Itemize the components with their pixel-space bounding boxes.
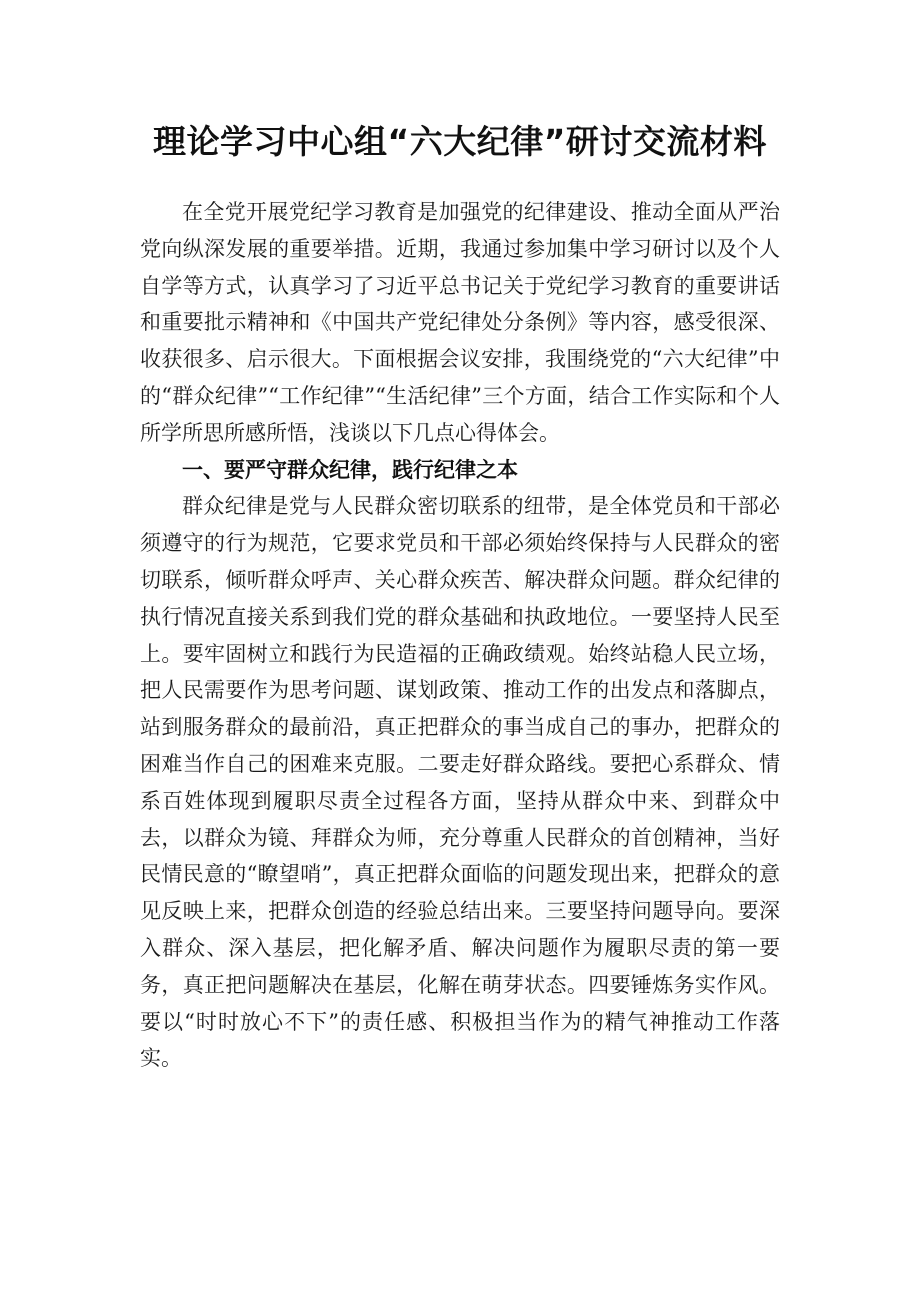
document-title: 理论学习中心组“六大纪律”研讨交流材料	[153, 122, 767, 161]
intro-paragraph: 在全党开展党纪学习教育是加强党的纪律建设、推动全面从严治党向纵深发展的重要举措。近期，我通过参加集中学习研讨以及个人自学等方式，认真学习了习近平总书记关于党纪学习教育的重要讲话和重要批示精神和《中国共产党纪律处分条例》等内容，感受很深、收获很多、启示很大。下面根据会议安排，我围绕党的“六大纪律”中的“群众纪律”“工作纪律”“生活纪律”三个方面，结合工作实际和个人所学所思所感所悟，浅谈以下几点心得体会。	[140, 200, 780, 445]
section-1-paragraph: 群众纪律是党与人民群众密切联系的纽带，是全体党员和干部必须遵守的行为规范，它要求党员和干部必须始终保持与人民群众的密切联系，倾听群众呼声、关心群众疾苦、解决群众问题。群众纪律的执行情况直接关系到我们党的群众基础和执政地位。一要坚持人民至上。要牢固树立和践行为民造福的正确政绩观。始终站稳人民立场，把人民需要作为思考问题、谋划政策、推动工作的出发点和落脚点，站到服务群众的最前沿，真正把群众的事当成自己的事办，把群众的困难当作自己的困难来克服。二要走好群众路线。要把心系群众、情系百姓体现到履职尽责全过程各方面，坚持从群众中来、到群众中去，以群众为镜、拜群众为师，充分尊重人民群众的首创精神，当好民情民意的“瞭望哨”，真正把群众面临的问题发现出来，把群众的意见反映上来，把群众创造的经验总结出来。三要坚持问题导向。要深入群众、深入基层，把化解矛盾、解决问题作为履职尽责的第一要务，真正把问题解决在基层，化解在萌芽状态。四要锤炼务实作风。要以“时时放心不下”的责任感、积极担当作为的精气神推动工作落实。	[140, 494, 780, 1071]
section-heading-1: 一、要严守群众纪律，践行纪律之本	[182, 457, 518, 482]
document-body	[140, 194, 780, 1077]
